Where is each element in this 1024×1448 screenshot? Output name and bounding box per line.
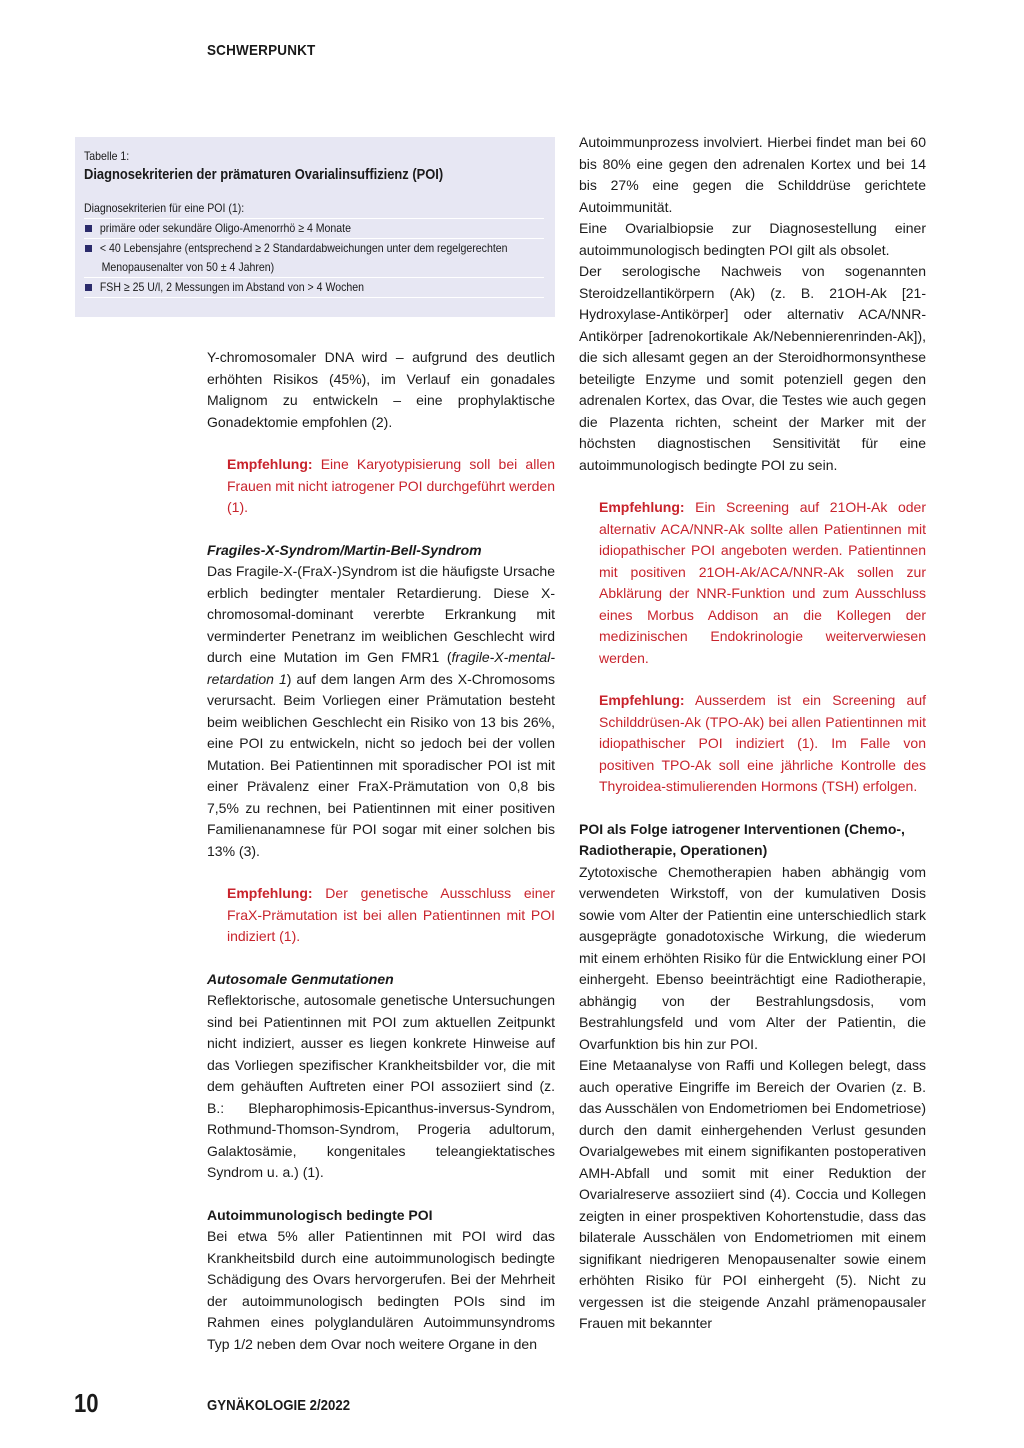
paragraph (207, 561, 555, 862)
paragraph: Der serologische Nachweis von sogenannten Steroidzellantikörpern (Ak) (z. B. 21OH-Ak [21-Hydroxylase-Antikörper] oder alternativ ACA/NNR-Antikörper [adrenokortikale Ak/Nebennierenrinden-Ak]), die sich allesamt gegen an der Steroidhormonsynthese beteiligte Enzyme und somit potenziell gegen den adrenalen Kortex, das Ovar, die Testes wie auch gegen die Plazenta richten, scheint der Marker mit der höchsten diagnostischen Sensitivität für eine autoimmunologisch bedingte POI zu sein. (579, 263, 926, 473)
gene-name: fragile-X-mental-retardation 1 (207, 649, 555, 687)
table-row (84, 239, 544, 258)
table-item: < 40 Lebensjahre (entsprechend ≥ 2 Standardabweichungen unter dem regelgerechten (99, 241, 508, 255)
section-heading: Fragiles-X-Syndrom/Martin-Bell-Syndrom (207, 541, 482, 558)
recommendation-label: Empfehlung: (227, 456, 313, 472)
paragraph: Eine Ovarialbiopsie zur Diagnosestellung einer autoimmunologisch bedingten POI gilt als obsolet. (579, 220, 926, 258)
recommendation-label: Empfehlung: (227, 885, 313, 901)
paragraph: Eine Metaanalyse von Raffi und Kollegen belegt, dass auch operative Eingriffe im Bereich der Ovarien (z. B. das Ausschälen von Endometriomen bei Endometriose) durch den damit einhergehenden Verlust gesunden Ovarialgewebes mit einem signifikanten postoperativen AMH-Abfall und somit mit einer Reduktion der Ovarialreserve assoziiert sind (4). Coccia und Kollegen zeigten in einer prospektiven Kohortenstudie, dass das bilaterale Ausschälen von Endometriomen mit einem signifikant niedrigeren Menopausenalter sowie einem erhöhten Risiko für POI einhergeht (5). Nicht zu vergessen ist die steigende Anzahl prämenopausaler Frauen mit bekannter (579, 1057, 926, 1331)
table-row (84, 219, 544, 239)
table-item-continuation: Menopausenalter von 50 ± 4 Jahren) (101, 260, 275, 274)
section-heading: POI als Folge iatrogener Interventionen (Chemo-, Radiotherapie, Operationen) (579, 820, 905, 858)
table-row-continuation (84, 258, 544, 278)
table-item: primäre oder sekundäre Oligo-Amenorrhö ≥ 4 Monate (99, 221, 351, 235)
journal-name: GYNÄKOLOGIE 2/2022 (207, 1397, 351, 1414)
recommendation (207, 454, 555, 519)
recommendation (579, 690, 926, 798)
paragraph: Zytotoxische Chemotherapien haben abhängig vom verwendeten Wirkstoff, von der kumulativen Dosis sowie vom Alter der Patientin eine unterschiedlich stark ausgeprägte gonadotoxische Wirkung, die wiederum mit einem erhöhten Risiko für die Entwicklung einer POI einhergeht. Ebenso beeinträchtigt eine Radiotherapie, abhängig von der Bestrahlungsdosis, vom Bestrahlungsfeld und vom Alter der Patientin, die Ovarfunktion bis hin zur POI. (579, 863, 926, 1052)
table-title: Diagnosekriterien der prämaturen Ovarialinsuffizienz (POI) (84, 166, 444, 183)
paragraph: Y-chromosomaler DNA wird – aufgrund des deutlich erhöhten Risikos (45%), im Verlauf ein gonadales Malignom zu entwickeln – eine prophylaktische Gonadektomie empfohlen (2). (207, 349, 555, 430)
table-label: Tabelle 1: (84, 149, 130, 163)
left-column (207, 347, 555, 1355)
paragraph-text: Das Fragile-X-(FraX-)Syndrom ist die häufigste Ursache erblich bedingter mentaler Retardierung. Diese X-chromosomal-dominant vererbte Erkrankung mit verminderter Penetranz im weiblichen Geschlecht wird durch eine Mutation im Gen FMR1 ( (207, 563, 555, 665)
table-item: FSH ≥ 25 U/l, 2 Messungen im Abstand von > 4 Wochen (99, 280, 365, 294)
section-label: SCHWERPUNKT (207, 42, 316, 59)
recommendation (579, 497, 926, 669)
recommendation-text: Ein Screening auf 21OH-Ak oder alternativ ACA/NNR-Ak sollte allen Patientinnen mit idiopathischer POI angeboten werden. Patientinnen mit positiven 21OH-Ak/ACA/NNR-Ak sollen zur Abklärung der NNR-Funktion und zum Ausschluss eines Morbus Addison an die Kollegen der medizinischen Endokrinologie weiterverwiesen werden. (599, 499, 926, 666)
recommendation-text: Ausserdem ist ein Screening auf Schilddrüsen-Ak (TPO-Ak) bei allen Patientinnen mit idiopathischer POI indiziert (1). Im Falle von positiven TPO-Ak soll eine jährliche Kontrolle des Thyroidea-stimulierenden Hormons (TSH) erfolgen. (599, 692, 926, 794)
page-number: 10 (74, 1388, 99, 1418)
section-heading: Autosomale Genmutationen (207, 970, 394, 987)
table-row (84, 278, 544, 298)
table-intro: Diagnosekriterien für eine POI (1): (84, 201, 245, 215)
table-rows (84, 199, 544, 298)
recommendation-label: Empfehlung: (599, 499, 685, 515)
paragraph: Bei etwa 5% aller Patientinnen mit POI wird das Krankheitsbild durch eine autoimmunologisch bedingte Schädigung des Ovars hervorgerufen. Bei der Mehrheit der autoimmunologisch bedingten POIs sind im Rahmen eines polyglandulären Autoimmunsyndroms Typ 1/2 neben dem Ovar noch weitere Organe in den (207, 1228, 555, 1352)
recommendation-text: Eine Karyotypisierung soll bei allen Frauen mit nicht iatrogener POI durchgeführt werden (1). (227, 456, 555, 515)
table-intro-row (84, 199, 544, 219)
recommendation (207, 883, 555, 948)
paragraph-text: ) auf dem langen Arm des X-Chromosoms verursacht. Beim Vorliegen einer Prämutation besteht beim weiblichen Geschlecht ein Risiko von 13 bis 26%, eine POI zu entwickeln, nicht so jedoch bei der vollen Mutation. Bei Patientinnen mit sporadischer POI ist mit einer Prävalenz einer FraX-Prämutation von 0,8 bis 7,5% zu rechnen, bei Patientinnen mit einer positiven Familienanamnese für POI sogar mit einer solchen bis 13% (3). (207, 670, 555, 859)
paragraph: Reflektorische, autosomale genetische Untersuchungen sind bei Patientinnen mit POI zum aktuellen Zeitpunkt nicht indiziert, ausser es liegen konkrete Hinweise auf das Vorliegen spezifischer Krankheitsbilder vor, die mit dem gehäuften Auftreten einer POI assoziiert sind (z. B.: Blepharophimosis-Epicanthus-inversus-Syndrom, Rothmund-Thomson-Syndrom, Progeria adultorum, Galaktosämie, kongenitales teleangiektatisches Syndrom u. a.) (1). (207, 992, 555, 1180)
criteria-table (75, 137, 555, 317)
recommendation-label: Empfehlung: (599, 692, 685, 708)
paragraph: Autoimmunprozess involviert. Hierbei findet man bei 60 bis 80% eine gegen den adrenalen Kortex und bei 14 bis 27% eine gegen die Schilddrüse gerichtete Autoimmunität. (579, 134, 926, 215)
recommendation-text: Der genetische Ausschluss einer FraX-Prämutation ist bei allen Patientinnen mit POI indiziert (1). (227, 885, 555, 944)
right-column (579, 132, 926, 1335)
section-heading: Autoimmunologisch bedingte POI (207, 1206, 433, 1223)
